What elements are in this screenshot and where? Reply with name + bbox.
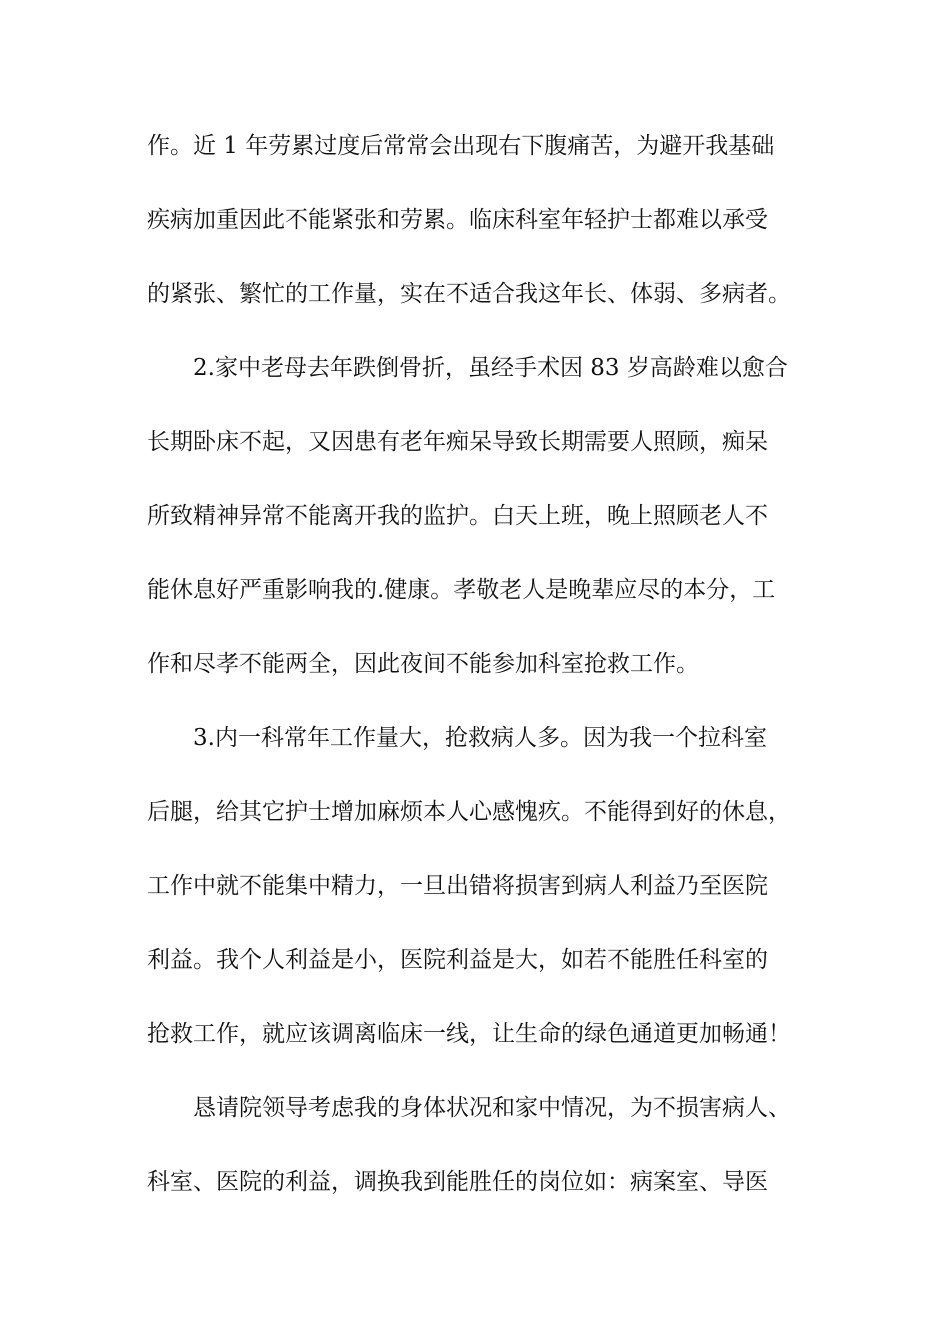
text-line: 长期卧床不起，又因患有老年痴呆导致长期需要人照顾，痴呆 — [147, 429, 768, 455]
paragraph-3-first-line: 3.内一科常年工作量大，抢救病人多。因为我一个拉科室 — [193, 725, 767, 751]
text-line: 作。近 1 年劳累过度后常常会出现右下腹痛苦，为避开我基础 — [147, 133, 775, 159]
text-line: 作和尽孝不能两全，因此夜间不能参加科室抢救工作。 — [147, 651, 699, 677]
text-line: 科室、医院的利益，调换我到能胜任的岗位如：病案室、导医 — [147, 1169, 768, 1195]
text-line: 工作中就不能集中精力，一旦出错将损害到病人利益乃至医院 — [147, 873, 768, 899]
paragraph-4-first-line: 恳请院领导考虑我的身体状况和家中情况，为不损害病人、 — [193, 1095, 791, 1121]
paragraph-2-first-line: 2.家中老母去年跌倒骨折，虽经手术因 83 岁高龄难以愈合 — [193, 355, 788, 381]
text-line: 利益。我个人利益是小，医院利益是大，如若不能胜任科室的 — [147, 947, 768, 973]
text-line: 能休息好严重影响我的.健康。孝敬老人是晚辈应尽的本分，工 — [147, 577, 776, 603]
text-line: 抢救工作，就应该调离临床一线，让生命的绿色通道更加畅通！ — [147, 1021, 791, 1047]
text-line: 所致精神异常不能离开我的监护。白天上班，晚上照顾老人不 — [147, 503, 768, 529]
text-line: 疾病加重因此不能紧张和劳累。临床科室年轻护士都难以承受 — [147, 207, 768, 233]
text-line: 的紧张、繁忙的工作量，实在不适合我这年长、体弱、多病者。 — [147, 281, 791, 307]
text-line: 后腿，给其它护士增加麻烦本人心感愧疚。不能得到好的休息， — [147, 799, 791, 825]
